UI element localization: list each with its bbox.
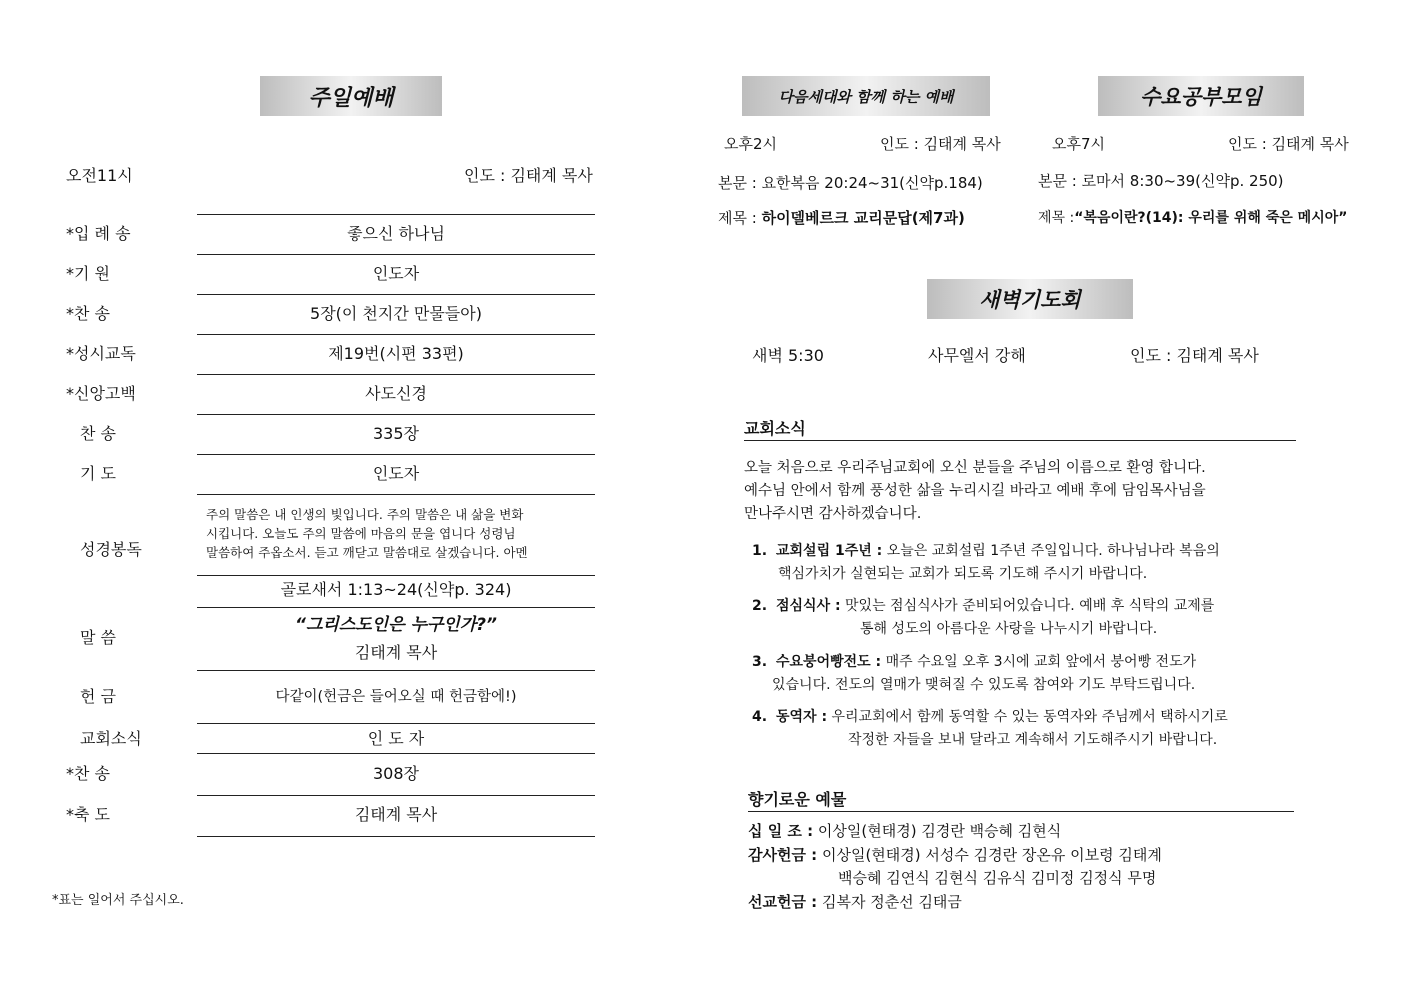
dawn-leader: 인도 : 김태계 목사 — [1130, 346, 1259, 365]
news-item-text: 우리교회에서 함께 동역할 수 있는 동역자와 주님께서 택하시기로 — [827, 709, 1228, 725]
news-item-text: 오늘은 교회설립 1주년 주일입니다. 하나님나라 복음의 — [882, 543, 1220, 559]
news-item-number: 3. — [752, 654, 768, 670]
order-label: 찬 송 — [80, 424, 116, 443]
sermon-preacher: 김태계 목사 — [354, 643, 438, 662]
order-value: 제19번(시편 33편) — [328, 344, 464, 363]
next-gen-title: 다음세대와 함께 하는 예배 — [778, 87, 954, 106]
wednesday-time: 오후7시 — [1052, 135, 1106, 153]
news-item-text: 핵심가치가 실현되는 교회가 되도록 기도해 주시기 바랍니다. — [778, 566, 1148, 582]
divider — [744, 440, 1296, 441]
divider — [748, 811, 1294, 812]
dawn-text: 사무엘서 강해 — [928, 346, 1026, 365]
dawn-title: 새벽기도회 — [979, 288, 1081, 312]
divider — [197, 670, 595, 671]
offerings-list — [748, 820, 1162, 914]
order-label: *입 례 송 — [66, 224, 131, 243]
wednesday-study-header — [1098, 76, 1304, 116]
wednesday-subject: “복음이란?(14): 우리를 위해 죽은 메시아” — [1074, 210, 1348, 226]
next-gen-subject: 하이델베르크 교리문답(제7과) — [761, 209, 965, 227]
divider — [197, 836, 595, 837]
order-value: 335장 — [373, 424, 419, 443]
divider — [197, 374, 595, 375]
offerings-title: 향기로운 예물 — [748, 790, 847, 809]
offering-names: 김복자 정춘선 김태금 — [821, 892, 962, 911]
offering-label: 십 일 조 : — [748, 822, 814, 840]
divider — [197, 414, 595, 415]
order-value: 사도신경 — [365, 384, 427, 403]
next-gen-worship-header — [742, 76, 990, 116]
news-item-head: 점심식사 : — [776, 598, 841, 614]
news-item-number: 1. — [752, 543, 768, 559]
news-item — [752, 595, 1298, 641]
news-item-head: 교회설립 1주년 : — [776, 543, 883, 559]
order-value: 인도자 — [372, 464, 420, 483]
reading-prayer-line: 주의 말씀은 내 인생의 빛입니다. 주의 말씀은 내 삶을 변화 — [206, 507, 524, 522]
divider — [197, 494, 595, 495]
next-gen-time: 오후2시 — [724, 135, 778, 153]
reading-reference: 골로새서 1:13~24(신약p. 324) — [280, 580, 512, 599]
news-item-text: 있습니다. 전도의 열매가 맺혀질 수 있도록 참여와 기도 부탁드립니다. — [772, 677, 1196, 693]
reading-prayer-line: 시킵니다. 오늘도 주의 말씀에 마음의 문을 엽니다 성령님 — [206, 526, 516, 541]
next-gen-subject-line — [718, 208, 965, 228]
divider — [197, 753, 595, 754]
offering-label: 선교헌금 : — [748, 892, 818, 911]
divider — [197, 294, 595, 295]
order-value: 좋으신 하나님 — [347, 224, 445, 243]
divider — [197, 575, 595, 576]
sunday-worship-header — [260, 76, 442, 116]
news-item — [752, 540, 1298, 586]
divider — [197, 795, 595, 796]
offering-row — [748, 820, 1162, 844]
news-item — [752, 706, 1298, 752]
offering-row — [748, 844, 1162, 868]
next-gen-subject-prefix: 제목 : — [718, 209, 762, 227]
news-item-text: 작정한 자들을 보내 달라고 계속해서 기도해주시기 바랍니다. — [848, 732, 1218, 748]
divider — [197, 334, 595, 335]
wednesday-text: 본문 : 로마서 8:30~39(신약p. 250) — [1038, 172, 1284, 190]
order-label: *찬 송 — [66, 304, 110, 323]
news-item-number: 2. — [752, 598, 768, 614]
order-label: 기 도 — [80, 464, 116, 483]
offering-label: 헌 금 — [80, 687, 116, 706]
news-item-head: 수요붕어빵전도 : — [776, 654, 882, 670]
sermon-label: 말 씀 — [80, 628, 116, 647]
divider — [197, 723, 595, 724]
offering-names: 백승혜 김연식 김현식 김유식 김미정 김정식 무명 — [838, 869, 1157, 887]
news-item-text: 통해 성도의 아름다운 사랑을 나누시기 바랍니다. — [860, 621, 1158, 637]
order-value: 김태계 목사 — [354, 805, 438, 824]
church-news-title: 교회소식 — [744, 419, 806, 438]
order-value: 인도자 — [372, 264, 420, 283]
order-label: *축 도 — [66, 805, 110, 824]
offering-row — [748, 891, 1162, 915]
reading-prayer — [206, 505, 590, 562]
wednesday-title: 수요공부모임 — [1140, 85, 1262, 109]
sunday-time: 오전11시 — [66, 166, 133, 185]
divider — [197, 214, 595, 215]
dawn-prayer-header — [927, 279, 1133, 319]
offering-value: 다같이(헌금은 들어오실 때 헌금함에!) — [275, 689, 517, 705]
news-item-number: 4. — [752, 709, 768, 725]
news-item-text: 매주 수요일 오후 3시에 교회 앞에서 붕어빵 전도가 — [881, 654, 1197, 670]
offering-names: 이상일(현태경) 서성수 김경란 장온유 이보령 김태계 — [821, 845, 1162, 864]
next-gen-text: 본문 : 요한복음 20:24~31(신약p.184) — [718, 174, 983, 192]
intro-line: 만나주시면 감사하겠습니다. — [744, 506, 922, 522]
news-item-head: 동역자 : — [776, 709, 828, 725]
order-value: 5장(이 천지간 만물들아) — [310, 304, 482, 323]
order-label: *기 원 — [66, 264, 110, 283]
divider — [197, 454, 595, 455]
divider — [197, 254, 595, 255]
news-item — [752, 651, 1298, 697]
offering-label: 감사헌금 : — [748, 845, 818, 864]
order-value: 308장 — [373, 764, 419, 783]
church-news-intro — [744, 457, 1296, 526]
sermon-title: “그리스도인은 누구인가?” — [295, 615, 497, 635]
dawn-time: 새벽 5:30 — [752, 346, 824, 365]
reading-prayer-line: 말씀하여 주옵소서. 듣고 깨닫고 말씀대로 살겠습니다. 아멘 — [206, 545, 528, 560]
offering-names: 이상일(현태경) 김경란 백승혜 김현식 — [817, 822, 1062, 840]
wednesday-subject-prefix: 제목 : — [1038, 210, 1075, 226]
divider — [197, 607, 595, 608]
intro-line: 예수님 안에서 함께 풍성한 삶을 누리시길 바라고 예배 후에 담임목사님을 — [744, 483, 1206, 499]
news-value: 인 도 자 — [367, 729, 425, 748]
order-label: *찬 송 — [66, 764, 110, 783]
sunday-worship-title: 주일예배 — [308, 85, 394, 111]
next-gen-leader: 인도 : 김태계 목사 — [880, 135, 1001, 153]
order-label: *성시교독 — [66, 344, 136, 363]
wednesday-subject-line — [1038, 208, 1347, 228]
news-label: 교회소식 — [80, 729, 142, 748]
standing-footnote: *표는 일어서 주십시오. — [52, 893, 184, 908]
news-item-text: 맛있는 점심식사가 준비되어있습니다. 예배 후 식탁의 교제를 — [840, 598, 1215, 614]
sunday-leader: 인도 : 김태계 목사 — [464, 166, 593, 185]
reading-label: 성경봉독 — [80, 540, 142, 559]
wednesday-leader: 인도 : 김태계 목사 — [1228, 135, 1349, 153]
order-label: *신앙고백 — [66, 384, 136, 403]
intro-line: 오늘 처음으로 우리주님교회에 오신 분들을 주님의 이름으로 환영 합니다. — [744, 460, 1206, 476]
